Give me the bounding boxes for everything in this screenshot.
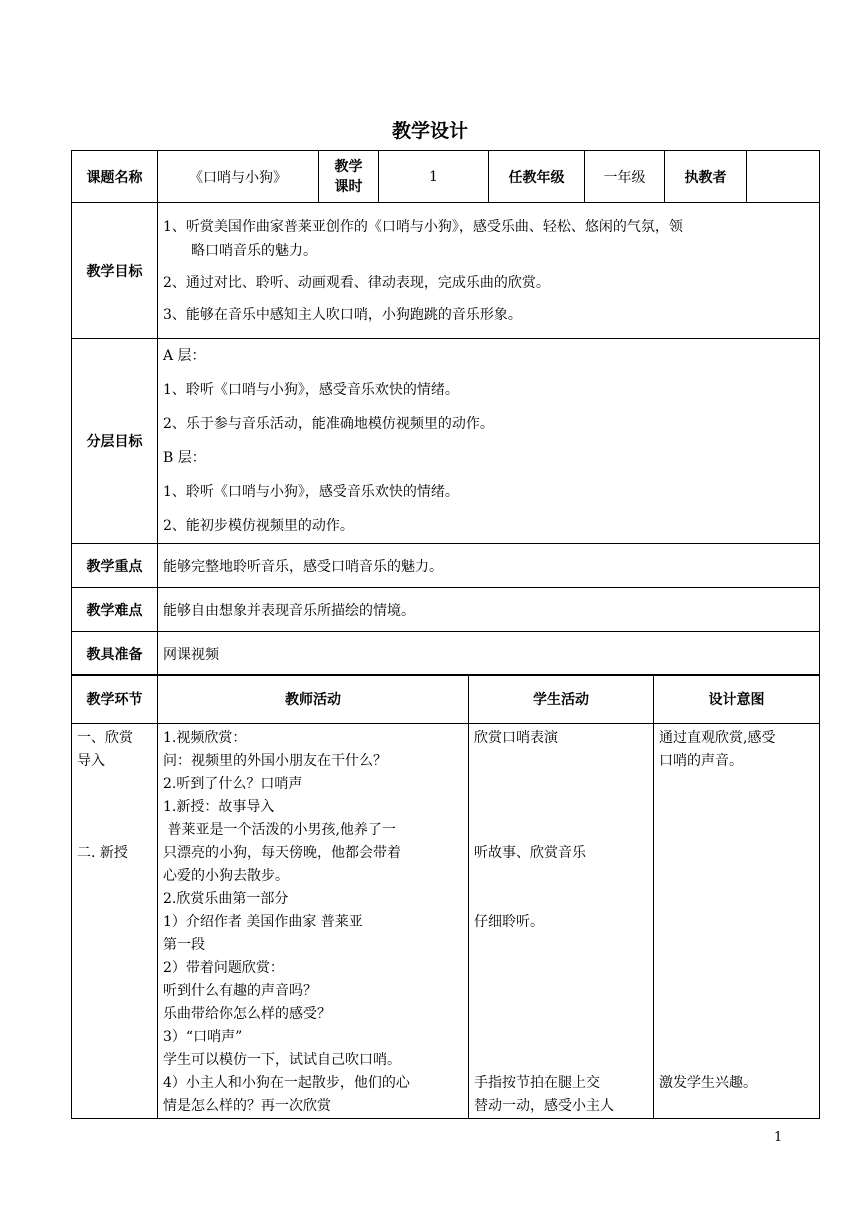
student-activity-cell bbox=[469, 724, 654, 1119]
teacher-line: 1.新授：故事导入 bbox=[163, 799, 275, 815]
document-title: 教学设计 bbox=[391, 120, 468, 142]
layer-b-heading: B 层： bbox=[163, 450, 206, 466]
layered-goals-content bbox=[158, 339, 820, 544]
hours-label bbox=[319, 151, 379, 203]
teacher-label: 执教者 bbox=[665, 151, 747, 203]
stage-1: 一、欣赏 bbox=[77, 730, 133, 746]
layer-b-item-1: 1、聆听《口哨与小狗》，感受音乐欢快的情绪。 bbox=[163, 484, 459, 500]
intent-line-2: 激发学生兴趣。 bbox=[659, 1075, 757, 1091]
difficulty-label: 教学难点 bbox=[72, 588, 158, 632]
stage-2: 二. 新授 bbox=[77, 845, 128, 861]
goal-item bbox=[163, 211, 814, 267]
teacher-line: 2）带着问题欣赏： bbox=[163, 960, 284, 976]
grade-value: 一年级 bbox=[585, 151, 665, 203]
stage-1-cont: 导入 bbox=[77, 753, 105, 769]
grade-label: 任教年级 bbox=[489, 151, 585, 203]
difficulty-row bbox=[72, 588, 820, 632]
student-line-1: 欣赏口哨表演 bbox=[474, 730, 558, 746]
design-intent-cell bbox=[654, 724, 820, 1119]
layer-b-item-2: 2、能初步模仿视频里的动作。 bbox=[163, 518, 354, 534]
teacher-line: 4）小主人和小狗在一起散步，他们的心 bbox=[163, 1075, 410, 1091]
goals-row bbox=[72, 203, 820, 339]
header-student-activity: 学生活动 bbox=[469, 675, 654, 724]
teacher-line: 听到什么有趣的声音吗？ bbox=[163, 983, 317, 999]
teacher-line: 1.视频欣赏： bbox=[163, 730, 247, 746]
hours-label-line-1: 教学 bbox=[334, 158, 363, 175]
goals-content bbox=[158, 203, 820, 339]
teacher-line: 乐曲带给你怎么样的感受？ bbox=[163, 1006, 331, 1022]
teacher-line: 2.欣赏乐曲第一部分 bbox=[163, 891, 289, 907]
process-header-row bbox=[72, 675, 820, 724]
key-point-row bbox=[72, 544, 820, 588]
header-stage: 教学环节 bbox=[72, 675, 158, 724]
hours-label-line-2: 课时 bbox=[334, 178, 363, 195]
page-number: 1 bbox=[774, 1130, 783, 1145]
teacher-line: 普莱亚是一个活泼的小男孩,他养了一 bbox=[163, 822, 396, 838]
preparation-value: 网课视频 bbox=[158, 632, 820, 676]
layer-a-item-2: 2、乐于参与音乐活动，能准确地模仿视频里的动作。 bbox=[163, 416, 494, 432]
teacher-line: 第一段 bbox=[163, 937, 205, 953]
goal-item-3: 3、能够在音乐中感知主人吹口哨，小狗跑跳的音乐形象。 bbox=[163, 306, 522, 323]
teacher-line: 学生可以模仿一下，试试自己吹口哨。 bbox=[163, 1052, 401, 1068]
intent-line-1a: 通过直观欣赏,感受 bbox=[659, 730, 776, 746]
stage-cell bbox=[72, 724, 158, 1119]
teacher-line: 2.听到了什么？口哨声 bbox=[163, 776, 303, 792]
info-row bbox=[72, 151, 820, 203]
student-line-3: 仔细聆听。 bbox=[474, 914, 544, 930]
goals-label: 教学目标 bbox=[72, 203, 158, 339]
teacher-value bbox=[747, 151, 820, 203]
layer-a-heading: A 层： bbox=[163, 348, 206, 364]
student-line-4a: 手指按节拍在腿上交 bbox=[474, 1075, 600, 1091]
teacher-line: 1）介绍作者 美国作曲家 普莱亚 bbox=[163, 914, 363, 930]
intent-line-1b: 口哨的声音。 bbox=[659, 753, 743, 769]
student-line-4b: 替动一动，感受小主人 bbox=[474, 1098, 614, 1114]
hours-value: 1 bbox=[379, 151, 489, 203]
key-point-value: 能够完整地聆听音乐，感受口哨音乐的魅力。 bbox=[158, 544, 820, 588]
teacher-line: 情是怎么样的？再一次欣赏 bbox=[163, 1098, 331, 1114]
teacher-activity-cell bbox=[158, 724, 469, 1119]
layer-a-item-1: 1、聆听《口哨与小狗》，感受音乐欢快的情绪。 bbox=[163, 382, 459, 398]
goal-item-2: 2、通过对比、聆听、动画观看、律动表现，完成乐曲的欣赏。 bbox=[163, 274, 550, 291]
teacher-line: 3）“口哨声” bbox=[163, 1029, 243, 1045]
goal-item-1a: 1、听赏美国作曲家普莱亚创作的《口哨与小狗》，感受乐曲、轻松、悠闲的气氛，领 bbox=[163, 218, 683, 235]
topic-label: 课题名称 bbox=[72, 151, 158, 203]
difficulty-value: 能够自由想象并表现音乐所描绘的情境。 bbox=[158, 588, 820, 632]
preparation-row bbox=[72, 632, 820, 676]
lesson-info-table bbox=[71, 150, 820, 676]
key-point-label: 教学重点 bbox=[72, 544, 158, 588]
topic-value: 《口哨与小狗》 bbox=[158, 151, 319, 203]
process-body-row bbox=[72, 724, 820, 1119]
layered-goals-row bbox=[72, 339, 820, 544]
teaching-process-table bbox=[71, 674, 820, 1119]
preparation-label: 教具准备 bbox=[72, 632, 158, 676]
teacher-line: 只漂亮的小狗，每天傍晚，他都会带着 bbox=[163, 845, 401, 861]
header-design-intent: 设计意图 bbox=[654, 675, 820, 724]
student-line-2: 听故事、欣赏音乐 bbox=[474, 845, 586, 861]
layered-goals-label: 分层目标 bbox=[72, 339, 158, 544]
teacher-line: 问：视频里的外国小朋友在干什么？ bbox=[163, 753, 387, 769]
goal-item-1b: 略口哨音乐的魅力。 bbox=[191, 242, 317, 259]
teacher-line: 心爱的小狗去散步。 bbox=[163, 868, 289, 884]
header-teacher-activity: 教师活动 bbox=[158, 675, 469, 724]
